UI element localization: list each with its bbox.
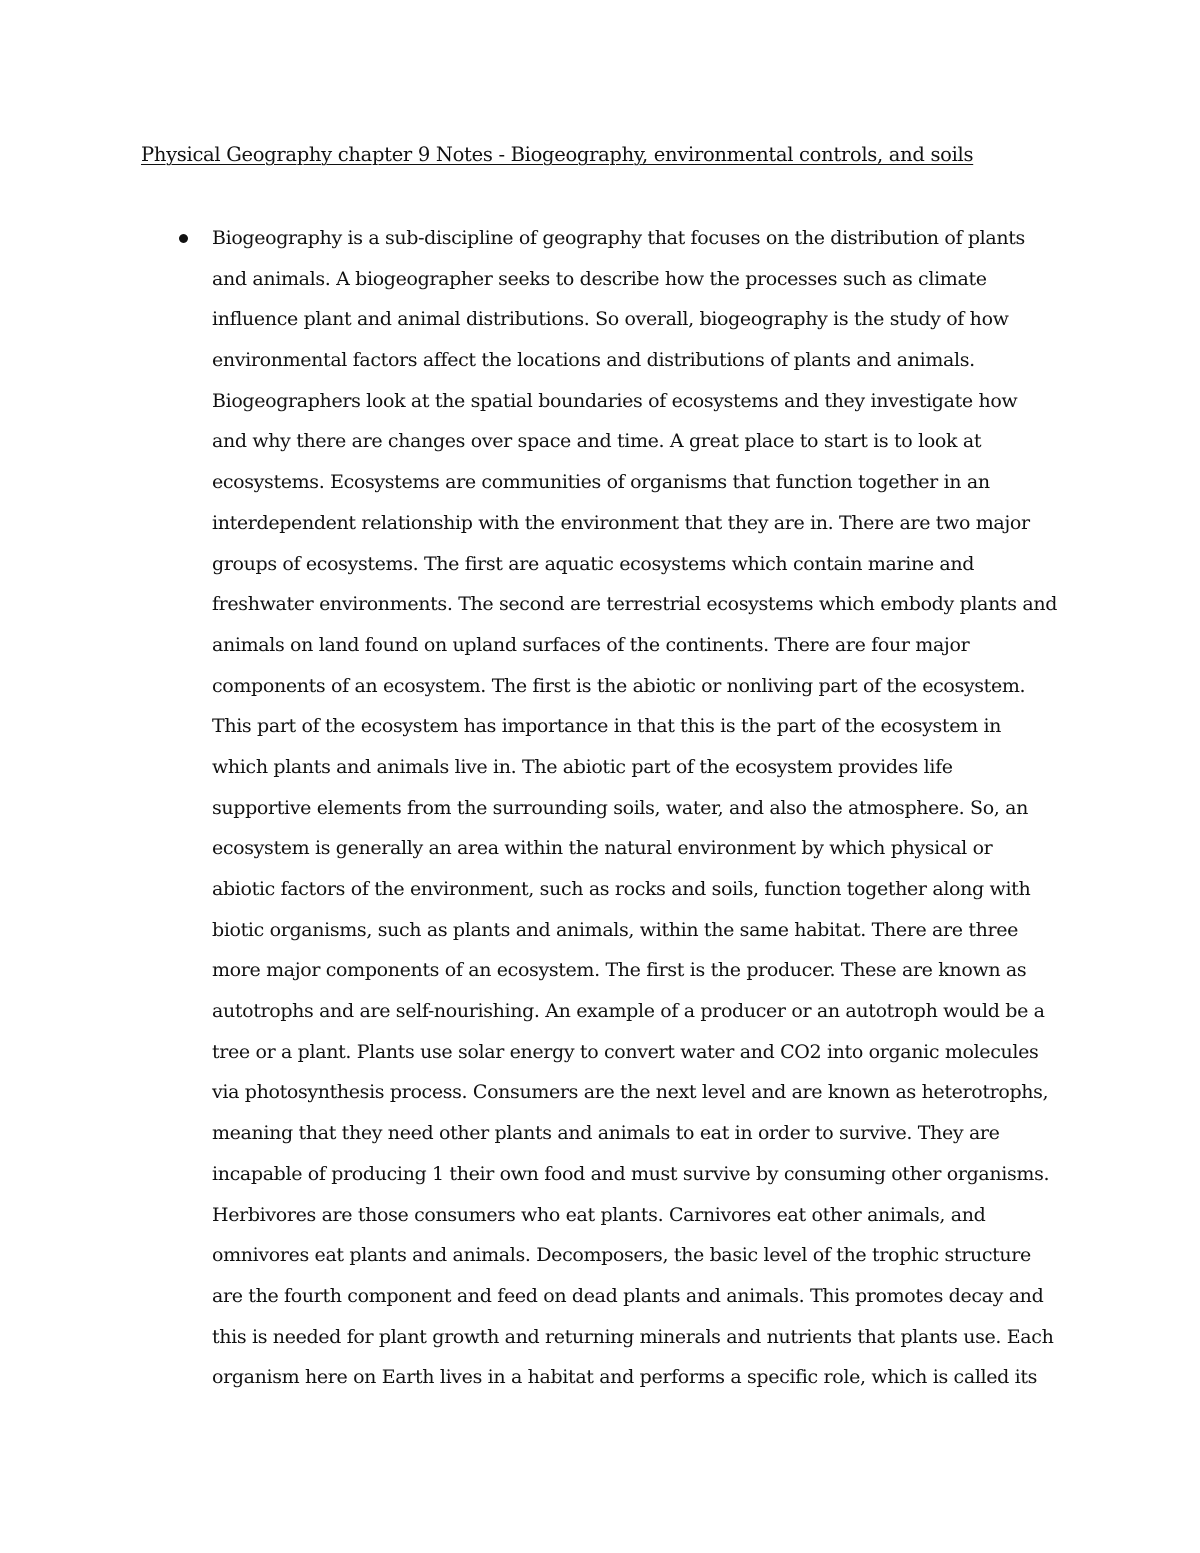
paragraph-line: Herbivores are those consumers who eat plants. Carnivores eat other animals, and bbox=[212, 1203, 986, 1226]
paragraph-line: abiotic factors of the environment, such as rocks and soils, function together along with bbox=[212, 878, 1031, 900]
notes-bullet-list bbox=[212, 222, 1057, 1402]
paragraph-line: ecosystem is generally an area within the natural environment by which physical or bbox=[212, 837, 993, 860]
paragraph-line: via photosynthesis process. Consumers are the next level and are known as heterotrophs, bbox=[212, 1081, 1049, 1104]
paragraph-line: environmental factors affect the locations and distributions of plants and animals. bbox=[212, 349, 975, 372]
paragraph-line: autotrophs and are self-nourishing. An example of a producer or an autotroph would be a bbox=[212, 1000, 1045, 1023]
paragraph-line: Biogeographers look at the spatial boundaries of ecosystems and they investigate how bbox=[212, 389, 1018, 412]
paragraph-line: meaning that they need other plants and animals to eat in order to survive. They are bbox=[212, 1122, 1000, 1145]
paragraph-line: this is needed for plant growth and returning minerals and nutrients that plants use. Each bbox=[212, 1325, 1054, 1348]
paragraph-line: omnivores eat plants and animals. Decomposers, the basic level of the trophic structure bbox=[212, 1244, 1031, 1267]
list-item bbox=[212, 222, 1057, 1402]
paragraph-line: ecosystems. Ecosystems are communities of organisms that function together in an bbox=[212, 471, 990, 494]
paragraph-line: and why there are changes over space and time. A great place to start is to look at bbox=[212, 430, 982, 453]
paragraph-line: This part of the ecosystem has importance in that this is the part of the ecosystem in bbox=[212, 715, 1002, 738]
paragraph-line: Biogeography is a sub-discipline of geography that focuses on the distribution of plants bbox=[212, 227, 1025, 249]
paragraph-line: components of an ecosystem. The first is the abiotic or nonliving part of the ecosystem. bbox=[212, 674, 1026, 697]
paragraph-line: animals on land found on upland surfaces of the continents. There are four major bbox=[212, 633, 970, 656]
paragraph-line: groups of ecosystems. The first are aquatic ecosystems which contain marine and bbox=[212, 552, 975, 575]
document-title: Physical Geography chapter 9 Notes - Biogeography, environmental controls, and soils bbox=[141, 143, 974, 166]
paragraph-line: incapable of producing 1 their own food and must survive by consuming other organisms. bbox=[212, 1162, 1050, 1185]
bullet-icon bbox=[179, 234, 188, 243]
paragraph-line: interdependent relationship with the environment that they are in. There are two major bbox=[212, 511, 1030, 534]
paragraph-line: which plants and animals live in. The abiotic part of the ecosystem provides life bbox=[212, 755, 953, 778]
paragraph-line: organism here on Earth lives in a habitat and performs a specific role, which is called its bbox=[212, 1366, 1038, 1389]
paragraph-line: and animals. A biogeographer seeks to describe how the processes such as climate bbox=[212, 267, 987, 290]
paragraph-line: are the fourth component and feed on dead plants and animals. This promotes decay and bbox=[212, 1284, 1044, 1307]
paragraph-line: freshwater environments. The second are terrestrial ecosystems which embody plants and bbox=[212, 593, 1058, 616]
paragraph-line: supportive elements from the surrounding soils, water, and also the atmosphere. So, an bbox=[212, 796, 1029, 819]
paragraph-line: biotic organisms, such as plants and animals, within the same habitat. There are three bbox=[212, 918, 1019, 941]
paragraph-line: influence plant and animal distributions. So overall, biogeography is the study of how bbox=[212, 308, 1009, 331]
paragraph-line: more major components of an ecosystem. The first is the producer. These are known as bbox=[212, 959, 1027, 982]
paragraph-line: tree or a plant. Plants use solar energy to convert water and CO2 into organic molecules bbox=[212, 1040, 1039, 1063]
